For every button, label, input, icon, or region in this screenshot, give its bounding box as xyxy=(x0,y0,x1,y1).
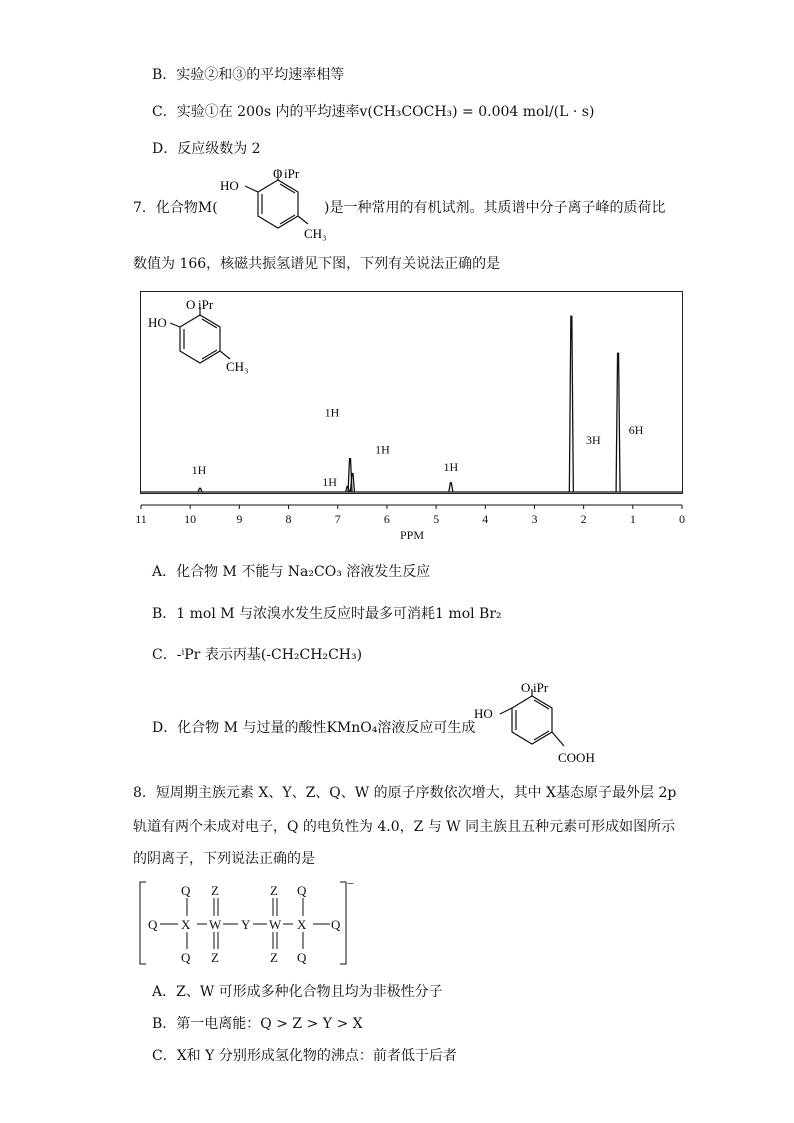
x-tick-label: 7 xyxy=(334,512,341,526)
nmr-peak xyxy=(569,316,573,492)
q8-stem-line1: 8．短周期主族元素 X、Y、Z、Q、W 的原子序数依次增大，其中 X基态原子最外层 2p xyxy=(133,785,677,801)
peak-label: 6H xyxy=(628,423,644,437)
x-tick-label: 2 xyxy=(580,512,587,526)
mol-o-label: O xyxy=(273,166,283,181)
anion-q-top-right: Q xyxy=(297,883,307,898)
x-tick-label: 9 xyxy=(236,512,243,526)
x-tick-label: 1 xyxy=(629,512,636,526)
x-axis-label: PPM xyxy=(399,528,425,542)
q7-option-d: D．化合物 M 与过量的酸性KMnO₄溶液反应可生成 xyxy=(152,720,476,736)
mol-o-label: O xyxy=(186,297,196,312)
q6-option-c: C．实验①在 200s 内的平均速率v(CH₃COCH₃) = 0.004 mol/(L · s) xyxy=(152,104,595,120)
nmr-peak xyxy=(616,353,620,492)
q8-option-a: A．Z、W 可形成多种化合物且均为非极性分子 xyxy=(152,984,443,1000)
q6-option-b: B．实验②和③的平均速率相等 xyxy=(152,67,345,83)
peak-label: 1H xyxy=(322,475,337,489)
x-tick-label: 5 xyxy=(433,512,440,526)
x-tick-label: 3 xyxy=(531,512,538,526)
q7-stem-start: 7．化合物M( xyxy=(133,200,218,216)
benzoic-acid-product-structure xyxy=(470,680,610,768)
anion-q-top-left: Q xyxy=(181,883,191,898)
q7-option-c: C．-ⁱPr 表示丙基(-CH₂CH₂CH₃) xyxy=(152,647,363,663)
x-tick-label: 0 xyxy=(679,512,685,526)
mol-ho-label: HO xyxy=(220,178,239,193)
product-ipr-label: iPr xyxy=(533,680,549,695)
peak-label: 1H xyxy=(443,459,459,474)
mol-ch3-label: CH₃ xyxy=(226,359,249,374)
q7-stem-line2: 数值为 166，核磁共振氢谱见下图，下列有关说法正确的是 xyxy=(133,256,501,272)
anion-z-top-right: Z xyxy=(270,883,278,898)
anion-structure xyxy=(130,876,370,970)
x-tick-label: 11 xyxy=(135,512,147,526)
q6-option-d: D．反应级数为 2 xyxy=(152,141,261,157)
anion-z-bottom-left: Z xyxy=(211,950,219,965)
q7-stem-end: )是一种常用的有机试剂。其质谱中分子离子峰的质荷比 xyxy=(324,200,666,216)
anion-x-right: X xyxy=(297,917,307,932)
peak-label: 1H xyxy=(191,463,207,477)
x-tick-label: 8 xyxy=(285,512,292,526)
q8-option-c: C．X和 Y 分别形成氢化物的沸点：前者低于后者 xyxy=(152,1048,457,1064)
anion-w-left: W xyxy=(209,917,222,932)
anion-q-right: Q xyxy=(331,917,341,932)
anion-q-bottom-right: Q xyxy=(297,950,307,965)
x-tick-label: 4 xyxy=(482,512,489,526)
x-tick-label: 10 xyxy=(184,512,197,526)
peak-label: 1H xyxy=(324,405,340,420)
anion-charge: − xyxy=(347,876,355,891)
q8-option-b: B．第一电离能：Q > Z > Y > X xyxy=(152,1016,363,1032)
mol-ch3-label: CH₃ xyxy=(304,226,327,241)
q7-option-a: A．化合物 M 不能与 Na₂CO₃ 溶液发生反应 xyxy=(152,564,431,580)
product-cooh-label: COOH xyxy=(558,750,595,765)
mol-ipr-label: iPr xyxy=(284,166,300,181)
anion-q-bottom-left: Q xyxy=(181,950,191,965)
q8-stem-line3: 的阴离子，下列说法正确的是 xyxy=(133,851,315,867)
peak-label: 3H xyxy=(586,433,601,447)
nmr-spectrum-chart xyxy=(0,0,794,560)
anion-w-right: W xyxy=(269,917,282,932)
anion-z-top-left: Z xyxy=(211,883,219,898)
product-ho-label: HO xyxy=(474,706,493,721)
anion-x-left: X xyxy=(181,917,191,932)
mol-ipr-label: iPr xyxy=(198,297,214,312)
mol-ho-label: HO xyxy=(148,315,167,330)
anion-q-left: Q xyxy=(148,917,158,932)
nmr-peak xyxy=(449,483,453,492)
product-o-label: O xyxy=(521,680,531,695)
q7-option-b: B．1 mol M 与浓溴水发生反应时最多可消耗1 mol Br₂ xyxy=(152,606,502,622)
anion-z-bottom-right: Z xyxy=(270,950,278,965)
x-tick-label: 6 xyxy=(383,512,390,526)
peak-label: 1H xyxy=(375,442,390,457)
q8-stem-line2: 轨道有两个未成对电子，Q 的电负性为 4.0，Z 与 W 同主族且五种元素可形成如图所示 xyxy=(133,819,676,835)
anion-y: Y xyxy=(241,917,251,932)
